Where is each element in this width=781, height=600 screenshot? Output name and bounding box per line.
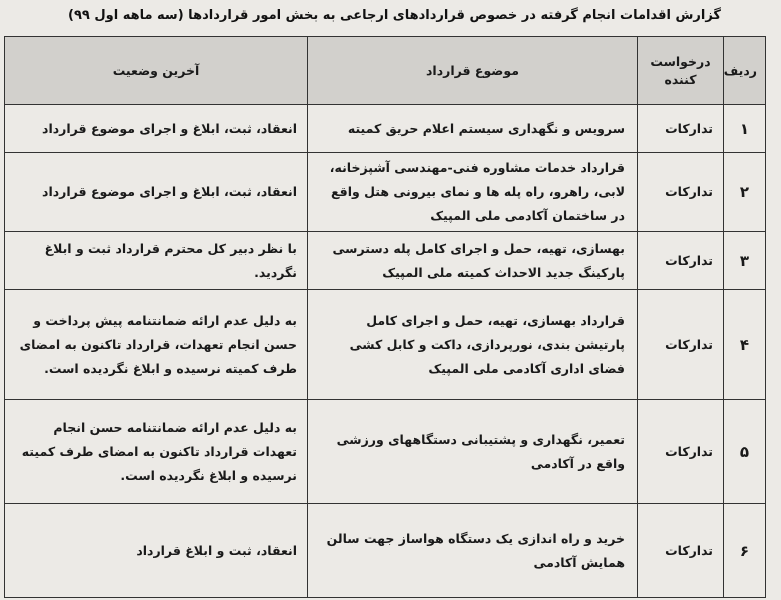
row-requester: تدارکات: [638, 153, 724, 232]
row-requester: تدارکات: [638, 504, 724, 598]
header-requester: درخواست کننده: [638, 37, 724, 105]
row-subject: تعمیر، نگهداری و پشتیبانی دستگاههای ورزشی واقع در آکادمی: [308, 400, 638, 504]
header-row-no: ردیف: [724, 37, 766, 105]
row-number: ۴: [724, 290, 766, 400]
row-number: ۵: [724, 400, 766, 504]
row-number: ۶: [724, 504, 766, 598]
row-subject: سرویس و نگهداری سیستم اعلام حریق کمیته: [308, 105, 638, 153]
report-title: گزارش اقدامات انجام گرفته در خصوص قراردادهای ارجاعی به بخش امور قراردادها (سه ماهه اول ۹۹): [68, 8, 721, 23]
table-row: [5, 153, 766, 232]
row-number: ۲: [724, 153, 766, 232]
row-status: انعقاد، ثبت، ابلاغ و اجرای موضوع قرارداد: [5, 153, 308, 232]
table-row: [5, 232, 766, 290]
row-status: انعقاد، ثبت، ابلاغ و اجرای موضوع قرارداد: [5, 105, 308, 153]
row-status: انعقاد، ثبت و ابلاغ قرارداد: [5, 504, 308, 598]
row-subject: قرارداد بهسازی، تهیه، حمل و اجرای کامل پارتیشن بندی، نورپردازی، داکت و کابل کشی فضای اداری آکادمی ملی المپیک: [308, 290, 638, 400]
table-row: [5, 504, 766, 598]
table-row: [5, 105, 766, 153]
row-requester: تدارکات: [638, 105, 724, 153]
header-status: آخرین وضعیت: [5, 37, 308, 105]
row-requester: تدارکات: [638, 400, 724, 504]
table-row: [5, 290, 766, 400]
row-requester: تدارکات: [638, 290, 724, 400]
row-number: ۳: [724, 232, 766, 290]
table-header-row: [5, 37, 766, 105]
row-status: به دلیل عدم ارائه ضمانتنامه حسن انجام تعهدات قرارداد تاکنون به امضای طرف کمیته نرسیده و ابلاغ نگردیده است.: [5, 400, 308, 504]
contracts-table: [4, 36, 766, 598]
row-subject: بهسازی، تهیه، حمل و اجرای کامل پله دسترسی پارکینگ جدید الاحداث کمیته ملی المپیک: [308, 232, 638, 290]
row-subject: قرارداد خدمات مشاوره فنی-مهندسی آشپزخانه، لابی، راهرو، راه پله ها و نمای بیرونی هتل واقع در ساختمان آکادمی ملی المپیک: [308, 153, 638, 232]
table-row: [5, 400, 766, 504]
row-requester: تدارکات: [638, 232, 724, 290]
row-number: ۱: [724, 105, 766, 153]
header-subject: موضوع قرارداد: [308, 37, 638, 105]
row-status: با نظر دبیر کل محترم قرارداد ثبت و ابلاغ نگردید.: [5, 232, 308, 290]
row-status: به دلیل عدم ارائه ضمانتنامه پیش پرداخت و حسن انجام تعهدات، قرارداد تاکنون به امضای طرف کمیته نرسیده و ابلاغ نگردیده است.: [5, 290, 308, 400]
row-subject: خرید و راه اندازی یک دستگاه هواساز جهت سالن همایش آکادمی: [308, 504, 638, 598]
